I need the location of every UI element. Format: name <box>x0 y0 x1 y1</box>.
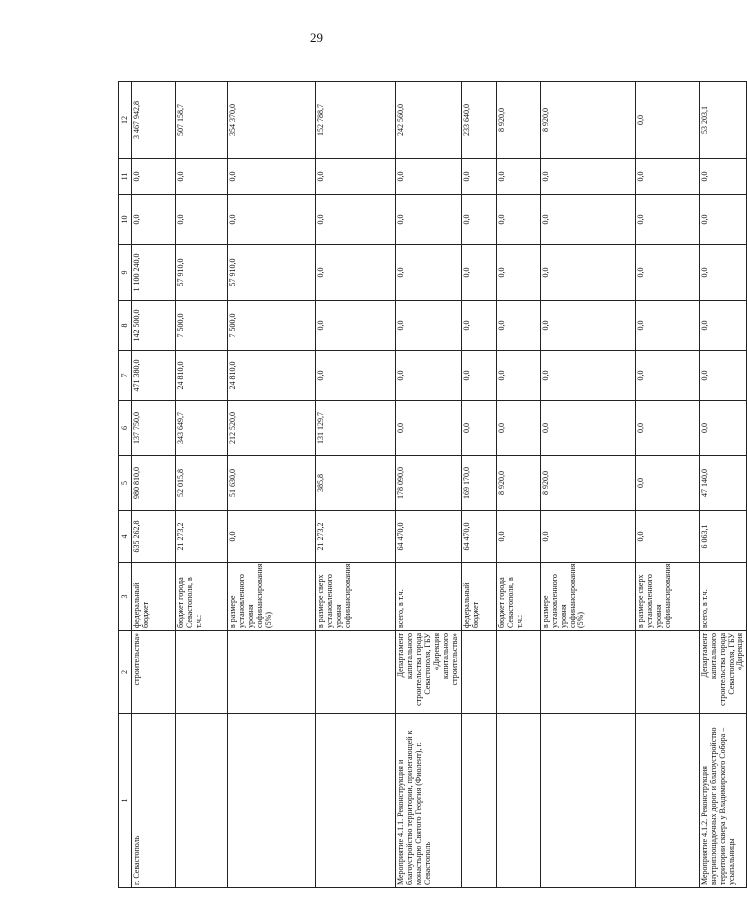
amount-cell: 0,0 <box>540 301 635 351</box>
executor-cell <box>228 631 316 714</box>
amount-cell: 0,0 <box>228 511 316 563</box>
amount-cell: 24 810,0 <box>228 351 316 401</box>
amount-cell: 178 090,0 <box>396 456 462 511</box>
amount-cell: 0,0 <box>540 511 635 563</box>
amount-cell: 52 015,8 <box>176 456 228 511</box>
amount-cell: 0,0 <box>635 159 699 195</box>
column-number-header: 6 <box>119 401 132 456</box>
amount-cell: 6 063,1 <box>699 511 747 563</box>
table-row <box>396 82 462 888</box>
amount-cell: 0,0 <box>316 351 396 401</box>
amount-cell: 51 630,0 <box>228 456 316 511</box>
event-name-cell <box>496 714 540 888</box>
budget-table <box>118 81 747 888</box>
amount-cell: 0,0 <box>699 245 747 301</box>
amount-cell: 64 470,0 <box>396 511 462 563</box>
amount-cell: 0,0 <box>496 245 540 301</box>
column-number-header: 2 <box>119 631 132 714</box>
amount-cell: 233 640,0 <box>461 82 496 159</box>
amount-cell: 507 158,7 <box>176 82 228 159</box>
amount-cell: 0,0 <box>132 159 176 195</box>
amount-cell: 0,0 <box>635 456 699 511</box>
event-name-cell <box>461 714 496 888</box>
amount-cell: 0,0 <box>176 159 228 195</box>
amount-cell: 0,0 <box>635 195 699 245</box>
executor-cell <box>176 631 228 714</box>
amount-cell: 0,0 <box>461 351 496 401</box>
page-number: 29 <box>310 30 323 45</box>
funding-source-cell: всего, в т.ч. <box>396 563 462 631</box>
amount-cell: 0,0 <box>316 301 396 351</box>
amount-cell: 7 500,0 <box>176 301 228 351</box>
amount-cell: 0,0 <box>461 301 496 351</box>
amount-cell: 0,0 <box>461 159 496 195</box>
amount-cell: 0,0 <box>496 511 540 563</box>
amount-cell: 0,0 <box>635 245 699 301</box>
amount-cell: 0,0 <box>540 351 635 401</box>
event-name-cell: г. Севастополь <box>132 714 176 888</box>
amount-cell: 471 380,0 <box>132 351 176 401</box>
column-number-header: 11 <box>119 159 132 195</box>
amount-cell: 0,0 <box>635 511 699 563</box>
funding-source-cell: в размере установленного уровня софинансирования (5%) <box>228 563 316 631</box>
executor-cell: Департамент капитального строительства города Севастополя, ГБУ «Дирекция капитального строительства» <box>396 631 462 714</box>
column-number-header: 3 <box>119 563 132 631</box>
event-name-cell: Мероприятие 4.1.2. Реконструкция внутриплощадочных дорог и благоустройство территории сквера у Владимирского Собора – усыпальницы <box>699 714 747 888</box>
funding-source-cell: федеральный бюджет <box>132 563 176 631</box>
column-number-header: 1 <box>119 714 132 888</box>
amount-cell: 0,0 <box>496 195 540 245</box>
amount-cell: 0,0 <box>316 159 396 195</box>
amount-cell: 0,0 <box>699 159 747 195</box>
amount-cell: 0,0 <box>396 351 462 401</box>
amount-cell: 1 100 240,0 <box>132 245 176 301</box>
column-number-header: 4 <box>119 511 132 563</box>
column-number-header: 12 <box>119 82 132 159</box>
executor-cell <box>316 631 396 714</box>
amount-cell: 8 920,0 <box>540 82 635 159</box>
amount-cell: 8 920,0 <box>496 456 540 511</box>
funding-source-cell: федеральный бюджет <box>461 563 496 631</box>
amount-cell: 8 920,0 <box>496 82 540 159</box>
amount-cell: 242 560,0 <box>396 82 462 159</box>
amount-cell: 137 750,0 <box>132 401 176 456</box>
amount-cell: 0,0 <box>228 159 316 195</box>
amount-cell: 0,0 <box>176 195 228 245</box>
funding-source-cell: бюджет города Севастополя, в т.ч.: <box>496 563 540 631</box>
funding-source-cell: в размере сверх установленного уровня софинансирования <box>635 563 699 631</box>
amount-cell: 0,0 <box>635 401 699 456</box>
amount-cell: 0,0 <box>540 195 635 245</box>
amount-cell: 0,0 <box>396 195 462 245</box>
table-row <box>540 82 635 888</box>
amount-cell: 0,0 <box>461 195 496 245</box>
rotated-table-container <box>118 82 745 888</box>
event-name-cell <box>635 714 699 888</box>
table-row <box>176 82 228 888</box>
column-number-header: 10 <box>119 195 132 245</box>
amount-cell: 7 500,0 <box>228 301 316 351</box>
amount-cell: 0,0 <box>461 245 496 301</box>
amount-cell: 635 262,8 <box>132 511 176 563</box>
amount-cell: 0,0 <box>316 245 396 301</box>
amount-cell: 57 910,0 <box>228 245 316 301</box>
amount-cell: 0,0 <box>540 159 635 195</box>
amount-cell: 0,0 <box>496 351 540 401</box>
amount-cell: 53 203,1 <box>699 82 747 159</box>
amount-cell: 0,0 <box>228 195 316 245</box>
event-name-cell <box>176 714 228 888</box>
amount-cell: 0,0 <box>496 301 540 351</box>
event-name-cell <box>316 714 396 888</box>
executor-cell: Департамент капитального строительства города Севастополя, ГБУ «Дирекция <box>699 631 747 714</box>
amount-cell: 0,0 <box>132 195 176 245</box>
executor-cell <box>540 631 635 714</box>
table-row <box>635 82 699 888</box>
amount-cell: 0,0 <box>396 159 462 195</box>
amount-cell: 0,0 <box>699 301 747 351</box>
amount-cell: 142 500,0 <box>132 301 176 351</box>
amount-cell: 0,0 <box>396 401 462 456</box>
table-row <box>699 82 747 888</box>
event-name-cell <box>228 714 316 888</box>
column-number-header: 7 <box>119 351 132 401</box>
amount-cell: 354 370,0 <box>228 82 316 159</box>
event-name-cell: Мероприятие 4.1.1. Реконструкция и благоустройство территории, прилегающей к монастырю Святого Георгия (Фиолент), г. Севастополь <box>396 714 462 888</box>
amount-cell: 24 810,0 <box>176 351 228 401</box>
amount-cell: 64 470,0 <box>461 511 496 563</box>
amount-cell: 0,0 <box>699 195 747 245</box>
amount-cell: 21 273,2 <box>316 511 396 563</box>
amount-cell: 0,0 <box>496 401 540 456</box>
amount-cell: 385,8 <box>316 456 396 511</box>
amount-cell: 0,0 <box>635 301 699 351</box>
amount-cell: 0,0 <box>396 301 462 351</box>
amount-cell: 8 920,0 <box>540 456 635 511</box>
funding-source-cell: в размере сверх установленного уровня софинансирования <box>316 563 396 631</box>
amount-cell: 169 170,0 <box>461 456 496 511</box>
amount-cell: 0,0 <box>316 195 396 245</box>
table-row <box>316 82 396 888</box>
executor-cell <box>496 631 540 714</box>
header-row <box>119 82 132 888</box>
amount-cell: 0,0 <box>461 401 496 456</box>
funding-source-cell: всего, в т.ч. <box>699 563 747 631</box>
executor-cell: строительства» <box>132 631 176 714</box>
table-row <box>496 82 540 888</box>
amount-cell: 3 467 942,8 <box>132 82 176 159</box>
column-number-header: 5 <box>119 456 132 511</box>
executor-cell <box>461 631 496 714</box>
amount-cell: 212 520,0 <box>228 401 316 456</box>
amount-cell: 57 910,0 <box>176 245 228 301</box>
amount-cell: 21 273,2 <box>176 511 228 563</box>
column-number-header: 9 <box>119 245 132 301</box>
amount-cell: 0,0 <box>396 245 462 301</box>
amount-cell: 47 140,0 <box>699 456 747 511</box>
amount-cell: 0,0 <box>699 351 747 401</box>
column-number-header: 8 <box>119 301 132 351</box>
funding-source-cell: в размере установленного уровня софинансирования (5%) <box>540 563 635 631</box>
executor-cell <box>635 631 699 714</box>
amount-cell: 0,0 <box>635 82 699 159</box>
table-row <box>228 82 316 888</box>
amount-cell: 0,0 <box>635 351 699 401</box>
table-row <box>132 82 176 888</box>
amount-cell: 0,0 <box>540 401 635 456</box>
funding-source-cell: бюджет города Севастополя, в т.ч.: <box>176 563 228 631</box>
amount-cell: 980 810,0 <box>132 456 176 511</box>
amount-cell: 343 649,7 <box>176 401 228 456</box>
table-row <box>461 82 496 888</box>
amount-cell: 0,0 <box>540 245 635 301</box>
amount-cell: 131 129,7 <box>316 401 396 456</box>
event-name-cell <box>540 714 635 888</box>
amount-cell: 0,0 <box>496 159 540 195</box>
amount-cell: 152 788,7 <box>316 82 396 159</box>
amount-cell: 0,0 <box>699 401 747 456</box>
